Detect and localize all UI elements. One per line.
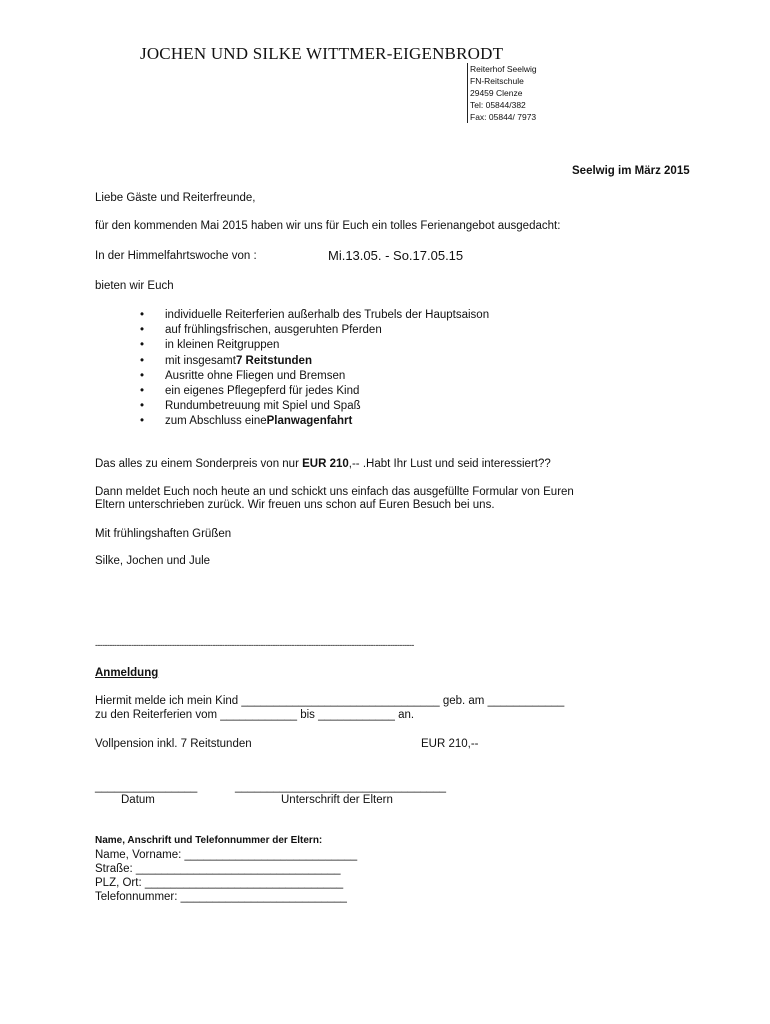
address-line: Tel: 05844/382 bbox=[470, 100, 526, 110]
parent-city-field: PLZ, Ort: _______________________________ bbox=[95, 877, 344, 889]
greeting: Liebe Gäste und Reiterfreunde, bbox=[95, 192, 256, 204]
parents-heading: Name, Anschrift und Telefonnummer der Eltern: bbox=[95, 835, 323, 846]
list-item: • Rundumbetreuung mit Spiel und Spaß bbox=[140, 399, 489, 414]
bullet-icon: • bbox=[140, 369, 145, 382]
registration-heading: Anmeldung bbox=[95, 667, 159, 679]
letterhead-title: JOCHEN UND SILKE WITTMER-EIGENBRODT bbox=[140, 44, 504, 63]
list-item: • in kleinen Reitgruppen bbox=[140, 338, 489, 353]
list-item: • individuelle Reiterferien außerhalb des Trubels der Hauptsaison bbox=[140, 308, 489, 323]
list-item: • auf frühlingsfrischen, ausgeruhten Pferden bbox=[140, 323, 489, 338]
price-amount: EUR 210 bbox=[302, 458, 349, 470]
date-line: Seelwig im März 2015 bbox=[572, 165, 690, 177]
package-price: EUR 210,-- bbox=[421, 738, 479, 750]
week-dates: Mi.13.05. - So.17.05.15 bbox=[328, 248, 464, 263]
bullet-icon: • bbox=[140, 324, 145, 337]
signature-label: Unterschrift der Eltern bbox=[281, 794, 393, 806]
signature-blank: _________________________________ bbox=[235, 781, 447, 793]
signature: Silke, Jochen und Jule bbox=[95, 555, 211, 567]
date-blank: ________________ bbox=[95, 781, 198, 793]
bullet-icon: • bbox=[140, 385, 145, 398]
list-item: • zum Abschluss eine Planwagenfahrt bbox=[140, 414, 489, 429]
price-line: Das alles zu einem Sonderpreis von nur EUR 210,-- .Habt Ihr Lust und seid interessiert?? bbox=[95, 458, 551, 470]
intro-text: für den kommenden Mai 2015 haben wir uns für Euch ein tolles Ferienangebot ausgedacht: bbox=[95, 220, 561, 232]
list-item: • Ausritte ohne Fliegen und Bremsen bbox=[140, 369, 489, 384]
registration-line-1: Hiermit melde ich mein Kind _______________________________ geb. am ____________ bbox=[95, 695, 565, 707]
bullet-icon: • bbox=[140, 415, 145, 428]
bullet-icon: • bbox=[140, 400, 145, 413]
date-label: Datum bbox=[121, 794, 155, 806]
bullet-icon: • bbox=[140, 354, 145, 367]
cut-line: ------------------------------------------------------------------------------------------------------------------------------------- bbox=[95, 640, 414, 650]
parent-phone-field: Telefonnummer: __________________________ bbox=[95, 891, 347, 903]
form-instruction-2: Eltern unterschrieben zurück. Wir freuen uns schon auf Euren Besuch bei uns. bbox=[95, 499, 495, 511]
letterhead-address bbox=[467, 63, 537, 123]
form-instruction-1: Dann meldet Euch noch heute an und schickt uns einfach das ausgefüllte Formular von Euren bbox=[95, 486, 574, 498]
package-label: Vollpension inkl. 7 Reitstunden bbox=[95, 738, 252, 750]
bullet-icon: • bbox=[140, 339, 145, 352]
offer-intro: bieten wir Euch bbox=[95, 280, 174, 292]
closing: Mit frühlingshaften Grüßen bbox=[95, 528, 232, 540]
list-item: • ein eigenes Pflegepferd für jedes Kind bbox=[140, 384, 489, 399]
list-item: • mit insgesamt 7 Reitstunden bbox=[140, 354, 489, 369]
offer-list bbox=[140, 308, 489, 430]
parent-street-field: Straße: ________________________________ bbox=[95, 863, 341, 875]
week-label: In der Himmelfahrtswoche von : bbox=[95, 250, 257, 262]
address-line: FN-Reitschule bbox=[470, 76, 524, 86]
address-line: 29459 Clenze bbox=[470, 88, 523, 98]
address-line: Reiterhof Seelwig bbox=[470, 64, 537, 74]
address-line: Fax: 05844/ 7973 bbox=[470, 112, 537, 122]
registration-line-2: zu den Reiterferien vom ____________ bis ____________ an. bbox=[95, 709, 415, 721]
bullet-icon: • bbox=[140, 309, 145, 321]
parent-name-field: Name, Vorname: ___________________________ bbox=[95, 849, 358, 861]
